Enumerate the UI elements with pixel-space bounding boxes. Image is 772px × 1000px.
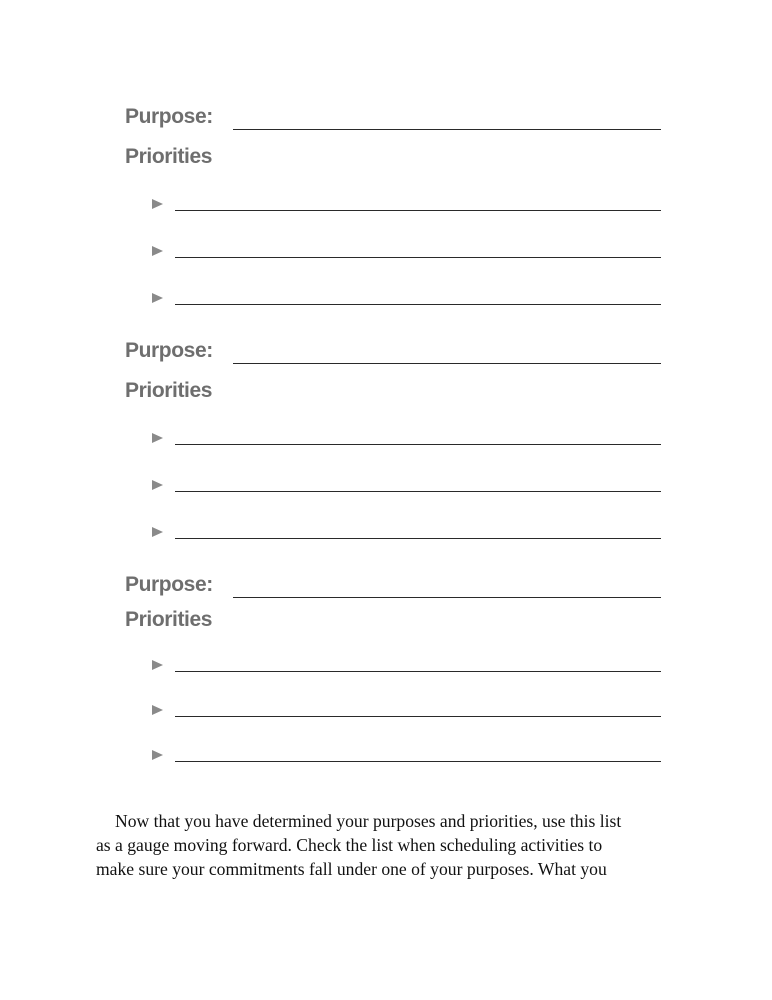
priority-answer-line[interactable] (175, 761, 661, 762)
priority-item (152, 197, 664, 217)
purpose-answer-line[interactable] (233, 597, 661, 598)
priority-item (152, 748, 664, 768)
right-triangle-icon (152, 527, 163, 537)
priority-answer-line[interactable] (175, 304, 661, 305)
priority-answer-line[interactable] (175, 210, 661, 211)
priority-answer-line[interactable] (175, 491, 661, 492)
right-triangle-icon (152, 199, 163, 209)
purpose-row (125, 105, 665, 135)
priority-item (152, 291, 664, 311)
body-line: as a gauge moving forward. Check the list when scheduling activities to (96, 835, 603, 855)
purpose-label: Purpose: (125, 573, 213, 596)
right-triangle-icon (152, 660, 163, 670)
priority-item (152, 244, 664, 264)
priority-answer-line[interactable] (175, 444, 661, 445)
purpose-label: Purpose: (125, 105, 213, 128)
priorities-label: Priorities (125, 379, 213, 402)
right-triangle-icon (152, 433, 163, 443)
priority-item (152, 431, 664, 451)
priority-answer-line[interactable] (175, 257, 661, 258)
priority-item (152, 478, 664, 498)
body-line: Now that you have determined your purposes and priorities, use this list (115, 811, 622, 831)
purpose-row (125, 573, 665, 603)
body-line: make sure your commitments fall under one of your purposes. What you (96, 859, 607, 879)
body-paragraph (96, 809, 676, 881)
priority-item (152, 525, 664, 545)
right-triangle-icon (152, 246, 163, 256)
right-triangle-icon (152, 750, 163, 760)
purpose-answer-line[interactable] (233, 129, 661, 130)
priorities-label: Priorities (125, 608, 213, 631)
priority-item (152, 703, 664, 723)
purpose-row (125, 339, 665, 369)
right-triangle-icon (152, 293, 163, 303)
priority-item (152, 658, 664, 678)
priority-answer-line[interactable] (175, 716, 661, 717)
right-triangle-icon (152, 705, 163, 715)
right-triangle-icon (152, 480, 163, 490)
purpose-label: Purpose: (125, 339, 213, 362)
priority-answer-line[interactable] (175, 671, 661, 672)
purpose-answer-line[interactable] (233, 363, 661, 364)
priority-answer-line[interactable] (175, 538, 661, 539)
priorities-label: Priorities (125, 145, 213, 168)
